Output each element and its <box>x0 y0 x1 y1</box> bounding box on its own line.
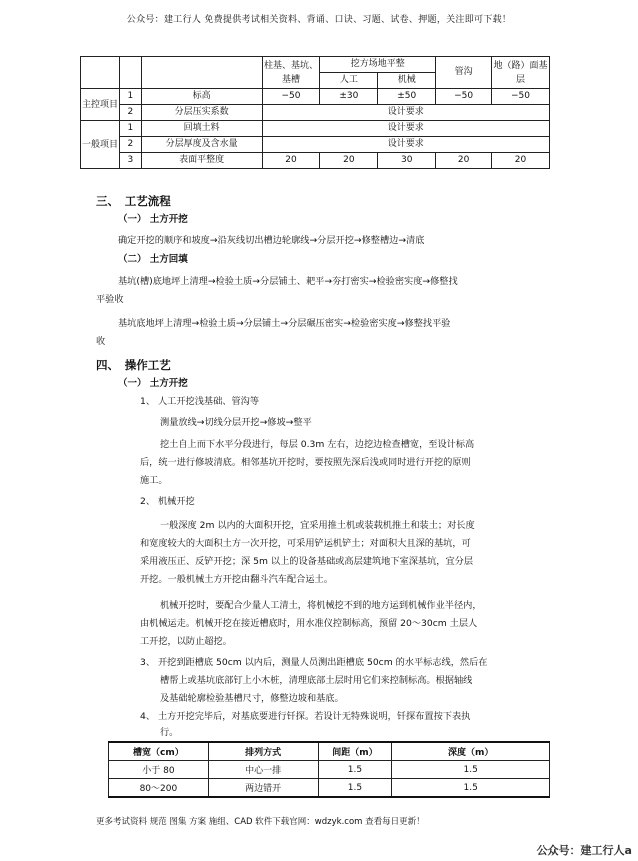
row-value: −50 <box>262 89 320 105</box>
paragraph: 收 <box>96 336 106 347</box>
table-header-manual: 人工 <box>320 73 378 89</box>
table-row <box>81 89 550 105</box>
row-merged-value: 设计要求 <box>262 137 549 153</box>
table-row <box>81 137 550 153</box>
table-row <box>109 779 550 798</box>
section-4-1-title: （一） 土方开挖 <box>118 378 188 389</box>
section-3-1-title: （一） 土方开挖 <box>118 214 188 225</box>
paragraph: 基坑底地坪上清理→检验土质→分层铺土→分层碾压密实→检验密实度→修整找平验 <box>118 318 451 329</box>
table-header-road: 地（路）面基层 <box>492 57 550 89</box>
paragraph: 开挖。一般机械土方开挖由翻斗汽车配合运土。 <box>140 574 333 585</box>
paragraph: 挖土自上而下水平分段进行，每层 0.3m 左右，边挖边检查槽宽，至设计标高 <box>160 439 475 450</box>
table-cell: 1.5 <box>318 761 392 779</box>
row-no: 3 <box>119 153 141 169</box>
row-value: ±30 <box>320 89 378 105</box>
paragraph: 基坑(槽)底地坪上清理→检验土质→分层铺土、耙平→夯打密实→检验密实度→修整找 <box>118 276 458 287</box>
row-merged-value: 设计要求 <box>262 105 549 121</box>
row-merged-value: 设计要求 <box>262 121 549 137</box>
table-header-row <box>109 742 550 761</box>
page-header: 公众号：建工行人 免费提供考试相关资料、背诵、口诀、习题、试卷、押题，关注即可下载！ <box>126 15 512 25</box>
table-header-cell: 槽宽（cm） <box>109 742 209 761</box>
row-no: 1 <box>119 89 141 105</box>
paragraph: 平验收 <box>96 294 124 305</box>
table-header-col1: 柱基、基坑、基槽 <box>262 57 320 89</box>
section-3-2-title: （二） 土方回填 <box>118 254 188 265</box>
watermark: 公众号：建工行人a <box>536 844 632 857</box>
row-item: 回填土料 <box>141 121 262 137</box>
paragraph: 施工。 <box>140 475 168 486</box>
paragraph: 测量放线→切线分层开挖→修坡→整平 <box>160 417 312 428</box>
list-item: 3、 开挖到距槽底 50cm 以内后，测量人员测出距槽底 50cm 的水平标志线，然后在 <box>140 657 488 668</box>
row-value: 30 <box>378 153 436 169</box>
table-cell: 1.5 <box>392 761 550 779</box>
table-cell: 小于 80 <box>109 761 209 779</box>
row-item: 表面平整度 <box>141 153 262 169</box>
row-item: 分层压实系数 <box>141 105 262 121</box>
table-header-cell: 深度（m） <box>392 742 550 761</box>
row-value: 20 <box>436 153 492 169</box>
table-cell <box>119 57 141 89</box>
row-value: 20 <box>262 153 320 169</box>
section-4-title: 四、 操作工艺 <box>96 358 171 372</box>
paragraph: 机械开挖时，要配合少量人工清土，将机械挖不到的地方运到机械作业半径内， <box>160 600 482 611</box>
table-cell: 1.5 <box>318 779 392 798</box>
paragraph: 采用液压正、反铲开挖；深 5m 以上的设备基础或高层建筑地下室深基坑，宜分层 <box>140 556 474 567</box>
paragraph: 行。 <box>160 727 179 738</box>
row-value: 20 <box>492 153 550 169</box>
paragraph: 一般深度 2m 以内的大面积开挖，宜采用推土机或装载机推土和装土；对长度 <box>160 520 475 531</box>
row-no: 1 <box>119 121 141 137</box>
paragraph: 和宽度较大的大面积土方一次开挖，可采用铲运机铲土；对面积大且深的基坑，可 <box>140 538 471 549</box>
row-value: −50 <box>436 89 492 105</box>
list-item: 2、 机械开挖 <box>140 496 195 507</box>
table-cell <box>141 57 262 89</box>
probe-layout-table <box>108 741 550 798</box>
table-cell: 80～200 <box>109 779 209 798</box>
main-control-label: 主控项目 <box>81 89 120 121</box>
table-row <box>81 121 550 137</box>
row-value: 20 <box>320 153 378 169</box>
list-item: 1、 人工开挖浅基础、管沟等 <box>140 396 260 407</box>
row-item: 分层厚度及含水量 <box>141 137 262 153</box>
paragraph: 确定开挖的顺序和坡度→沿灰线切出槽边轮廓线→分层开挖→修整槽边→清底 <box>118 235 425 246</box>
paragraph: 工开挖，以防止超挖。 <box>140 636 232 647</box>
table-cell: 中心一排 <box>208 761 318 779</box>
table-cell: 1.5 <box>392 779 550 798</box>
list-item: 4、 土方开挖完毕后，对基底要进行钎探。若设计无特殊说明，钎探布置按下表执 <box>140 711 471 722</box>
section-3-title: 三、 工艺流程 <box>96 194 171 208</box>
paragraph: 由机械运走。机械开挖在接近槽底时，用水准仪控制标高，预留 20～30cm 土层人 <box>140 618 478 629</box>
table-header-machine: 机械 <box>378 73 436 89</box>
row-item: 标高 <box>141 89 262 105</box>
table-row <box>109 761 550 779</box>
page-footer: 更多考试资料 规范 图集 方案 施组、CAD 软件下载官网：wdzyk.com 查看每日更新！ <box>96 817 425 827</box>
table-header-group: 挖方场地平整 <box>320 57 436 73</box>
table-header-cell: 排列方式 <box>208 742 318 761</box>
acceptance-standard-table <box>80 56 550 169</box>
table-cell: 两边错开 <box>208 779 318 798</box>
row-value: ±50 <box>378 89 436 105</box>
paragraph: 后，统一进行修坡清底。相邻基坑开挖时，要按照先深后浅或同时进行开挖的原则 <box>140 457 471 468</box>
table-header-cell: 间距（m） <box>318 742 392 761</box>
row-value: −50 <box>492 89 550 105</box>
row-no: 2 <box>119 137 141 153</box>
row-no: 2 <box>119 105 141 121</box>
paragraph: 及基础轮廓检验基槽尺寸，修整边坡和基底。 <box>160 693 344 704</box>
general-label: 一般项目 <box>81 121 120 169</box>
table-row <box>81 105 550 121</box>
table-row <box>81 153 550 169</box>
table-header-trench: 管沟 <box>436 57 492 89</box>
table-cell <box>81 57 120 89</box>
paragraph: 槽帮上或基坑底部钉上小木桩，清理底部土层时用它们来控制标高。根据轴线 <box>160 675 473 686</box>
